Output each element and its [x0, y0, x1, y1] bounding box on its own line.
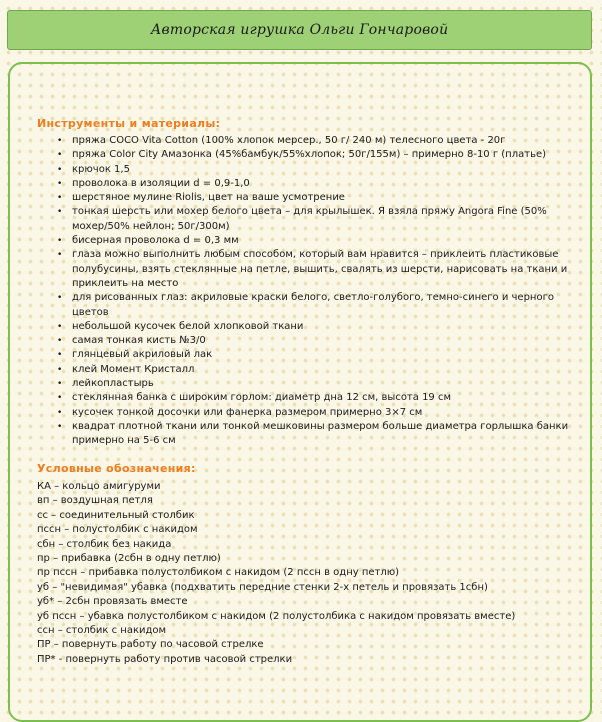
list-item: • кусочек тонкой досочки или фанерка размером примерно 3×7 см	[37, 406, 582, 420]
list-item: • квадрат плотной ткани или тонкой мешковины размером больше диаметра горлышка банки примерно на 5-6 см	[57, 420, 569, 447]
list-item: • самая тонкая кисть №3/0	[37, 334, 582, 348]
bullet-icon: •	[57, 178, 63, 189]
bullet-icon: •	[57, 336, 63, 347]
legend-item: вп – воздушная петля	[37, 495, 153, 507]
legend-item: уб* – 2сбн провязать вместе	[37, 596, 188, 608]
bullet-icon: •	[57, 250, 63, 261]
page-title: Авторская игрушка Ольги Гончаровой	[150, 22, 449, 38]
legend-item: пр – прибавка (2сбн в одну петлю)	[37, 553, 221, 565]
list-item: • небольшой кусочек белой хлопковой ткани	[37, 320, 582, 334]
bullet-icon: •	[57, 136, 63, 146]
legend-item: КА – кольцо амигуруми	[37, 481, 161, 492]
header-bar	[7, 10, 592, 50]
bullet-icon: •	[57, 207, 63, 218]
bullet-icon: •	[57, 193, 63, 204]
bullet-icon: •	[57, 379, 63, 390]
bullet-icon: •	[57, 236, 63, 247]
list-item: • пряжа COCO Vita Cotton (100% хлопок мерсер., 50 г/ 240 м) телесного цвета - 20г	[37, 134, 582, 148]
legend-item: уб – "невидимая" убавка (подхватить передние стенки 2-х петель и провязать 1сбн)	[37, 581, 488, 593]
list-item: • бисерная проволока d = 0,3 мм	[37, 234, 582, 248]
list-item: • стеклянная банка с широким горлом: диаметр дна 12 см, высота 19 см	[37, 391, 582, 405]
list-item: • тонкая шерсть или мохер белого цвета – для крылышек. Я взяла пряжу Angora Fine (50% мохер/50% нейлон; 50г/300м)	[57, 206, 547, 232]
list-item: • для рисованных глаз: акриловые краски белого, светло-голубого, темно-синего и черного цветов	[57, 292, 554, 318]
tools-list	[37, 134, 582, 449]
legend-item: сбн – столбик без накида	[37, 538, 172, 550]
list-item: • шерстяное мулине Riolis, цвет на ваше усмотрение	[37, 191, 582, 205]
bullet-icon: •	[57, 364, 63, 375]
legend-heading: Условные обозначения:	[37, 462, 196, 475]
legend-item: уб пссн – убавка полустолбиком с накидом (2 полустолбика с накидом провязать вместе)	[37, 610, 516, 622]
bullet-icon: •	[57, 150, 63, 161]
legend-item: пр пссн – прибавка полустолбиком с накидом (2 пссн в одну петлю)	[37, 567, 400, 579]
bullet-icon: •	[57, 393, 63, 404]
bullet-icon: •	[57, 293, 63, 304]
list-item: • пряжа Color City Амазонка (45%бамбук/55%хлопок; 50г/155м) – примерно 8-10 г (платье)	[37, 148, 582, 162]
list-item: • лейкопластырь	[37, 377, 582, 391]
list-item: • клей Момент Кристалл	[37, 363, 582, 377]
bullet-icon: •	[57, 164, 63, 175]
legend-item: ссн – столбик с накидом	[37, 625, 167, 637]
list-item: • глянцевый акриловый лак	[37, 348, 582, 362]
tools-heading: Инструменты и материалы:	[37, 117, 221, 130]
list-item: • крючок 1,5	[37, 163, 582, 177]
bullet-icon: •	[57, 350, 63, 361]
legend-item: ПР – повернуть работу по часовой стрелке	[37, 639, 264, 651]
bullet-icon: •	[57, 421, 63, 432]
legend-list	[37, 480, 577, 667]
bullet-icon: •	[57, 407, 63, 418]
legend-item: сс – соединительный столбик	[37, 509, 195, 521]
legend-item: пссн – полустолбик с накидом	[37, 524, 198, 536]
list-item: • проволока в изоляции d = 0,9-1,0	[37, 177, 582, 191]
bullet-icon: •	[57, 321, 63, 332]
list-item: • глаза можно выполнить любым способом, который вам нравится – приклеить пластиковые полубусины, взять стеклянные на петле, вышить, свалять из шерсти, нарисовать на ткани и приклеить на место	[57, 249, 568, 289]
legend-item: ПР* - повернуть работу против часовой стрелки	[37, 653, 293, 665]
